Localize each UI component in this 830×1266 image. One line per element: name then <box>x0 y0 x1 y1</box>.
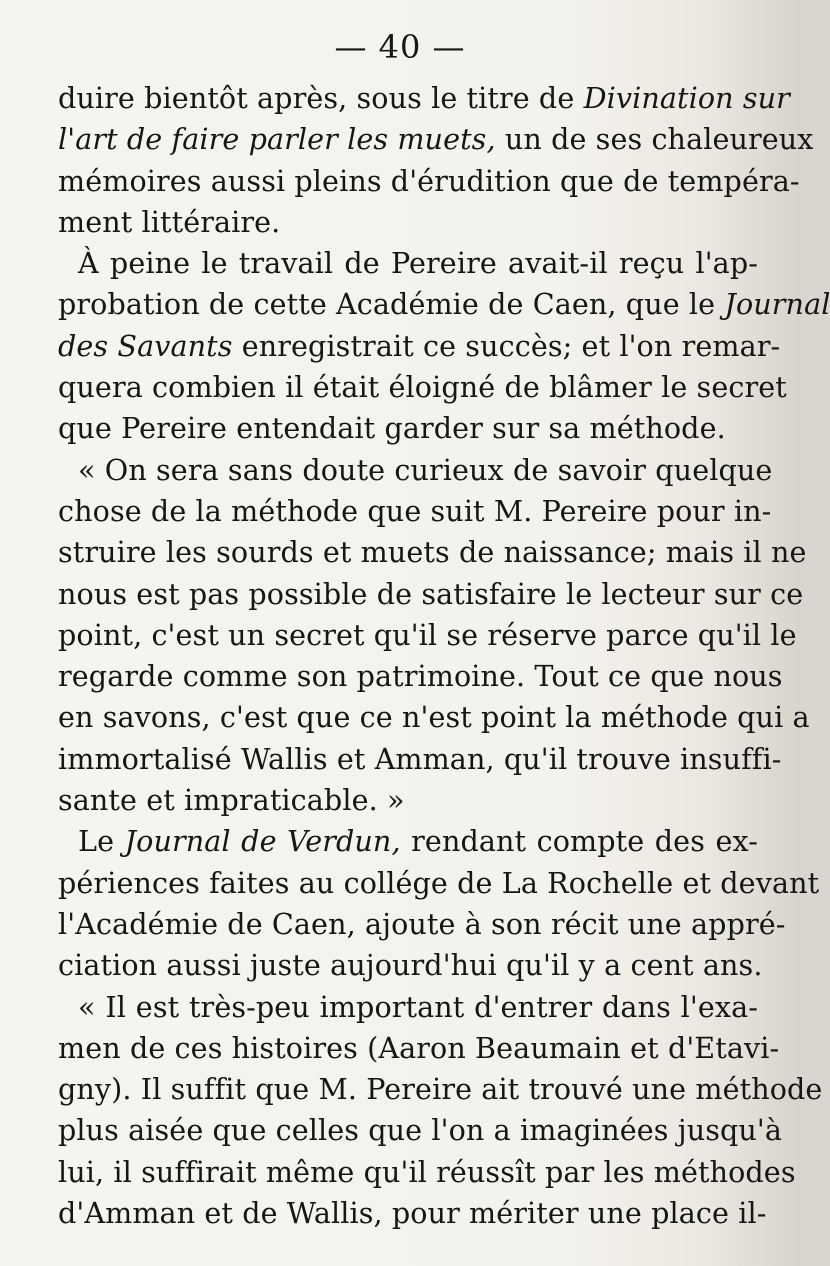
text-line <box>58 408 758 449</box>
text-line <box>58 532 807 573</box>
text-span: mémoires aussi pleins d'érudition que de tempéra- <box>58 163 800 198</box>
italic-text: des Savants <box>58 328 233 363</box>
text-span: Le <box>78 824 125 859</box>
text-line <box>58 987 758 1028</box>
italic-text: l'art de faire parler les muets, <box>58 122 496 157</box>
text-line <box>58 161 800 202</box>
text-span: quera combien il était éloigné de blâmer le secret <box>58 370 787 405</box>
text-span: struire les sourds et muets de naissance; mais il ne <box>58 535 807 570</box>
text-span: probation de cette Académie de Caen, que le <box>58 287 725 322</box>
text-line <box>58 945 763 986</box>
text-span: rendant compte des ex- <box>400 824 758 859</box>
text-span: ment littéraire. <box>58 204 281 239</box>
text-span: point, c'est un secret qu'il se réserve parce qu'il le <box>58 617 797 652</box>
text-span: périences faites au collége de La Rochelle et devant <box>58 865 820 900</box>
text-span: lui, il suffirait même qu'il réussît par les méthodes <box>58 1154 796 1189</box>
italic-text: Journal de Verdun, <box>124 824 401 859</box>
text-span: plus aisée que celles que l'on a imaginées jusqu'à <box>58 1113 783 1148</box>
text-line <box>58 1193 767 1234</box>
text-line <box>58 1069 823 1110</box>
text-line <box>58 243 758 284</box>
text-span: chose de la méthode que suit M. Pereire pour in- <box>58 493 772 528</box>
text-line <box>58 450 773 491</box>
text-line <box>58 1152 796 1193</box>
page-number: — 40 — <box>334 28 466 66</box>
text-span: d'Amman et de Wallis, pour mériter une place il- <box>58 1196 767 1231</box>
text-line <box>58 574 804 615</box>
text-span: duire bientôt après, sous le titre de <box>58 81 584 115</box>
text-span: un de ses chaleureux <box>495 122 814 157</box>
text-line <box>58 904 786 945</box>
text-span: en savons, c'est que ce n'est point la méthode qui a <box>58 700 810 735</box>
text-span: À peine le travail de Pereire avait-il reçu l'ap- <box>78 246 758 281</box>
text-line <box>58 656 783 697</box>
text-line <box>58 780 758 821</box>
text-line <box>58 697 810 738</box>
text-span: « Il est très-peu important d'entrer dans l'exa- <box>78 989 758 1024</box>
text-line <box>58 1028 780 1069</box>
text-line <box>58 367 787 408</box>
text-span: ciation aussi juste aujourd'hui qu'il y a cent ans. <box>58 948 763 983</box>
text-span: l'Académie de Caen, ajoute à son récit une appré- <box>58 906 786 941</box>
text-line <box>58 284 830 325</box>
body-text <box>58 78 830 1234</box>
text-span: nous est pas possible de satisfaire le lecteur sur ce <box>58 576 804 611</box>
text-line <box>58 78 790 119</box>
text-span: regarde comme son patrimoine. Tout ce que nous <box>58 659 783 694</box>
text-line <box>58 821 758 862</box>
italic-text: Journal <box>724 287 830 322</box>
text-span: enregistrait ce succès; et l'on remar- <box>232 328 781 363</box>
italic-text: Divination sur <box>583 81 790 115</box>
text-line <box>58 491 772 532</box>
text-line <box>58 615 797 656</box>
text-span: « On sera sans doute curieux de savoir quelque <box>78 452 773 487</box>
text-line <box>58 202 758 243</box>
text-span: que Pereire entendait garder sur sa méthode. <box>58 411 726 446</box>
text-line <box>58 863 820 904</box>
text-line <box>58 1110 783 1151</box>
text-span: sante et impraticable. » <box>58 783 405 818</box>
text-line <box>58 326 781 367</box>
text-line <box>58 739 782 780</box>
text-span: men de ces histoires (Aaron Beaumain et d'Etavi- <box>58 1030 780 1065</box>
text-span: gny). Il suffit que M. Pereire ait trouvé une méthode <box>58 1072 823 1107</box>
text-line <box>58 119 814 160</box>
text-span: immortalisé Wallis et Amman, qu'il trouve insuffi- <box>58 741 782 776</box>
